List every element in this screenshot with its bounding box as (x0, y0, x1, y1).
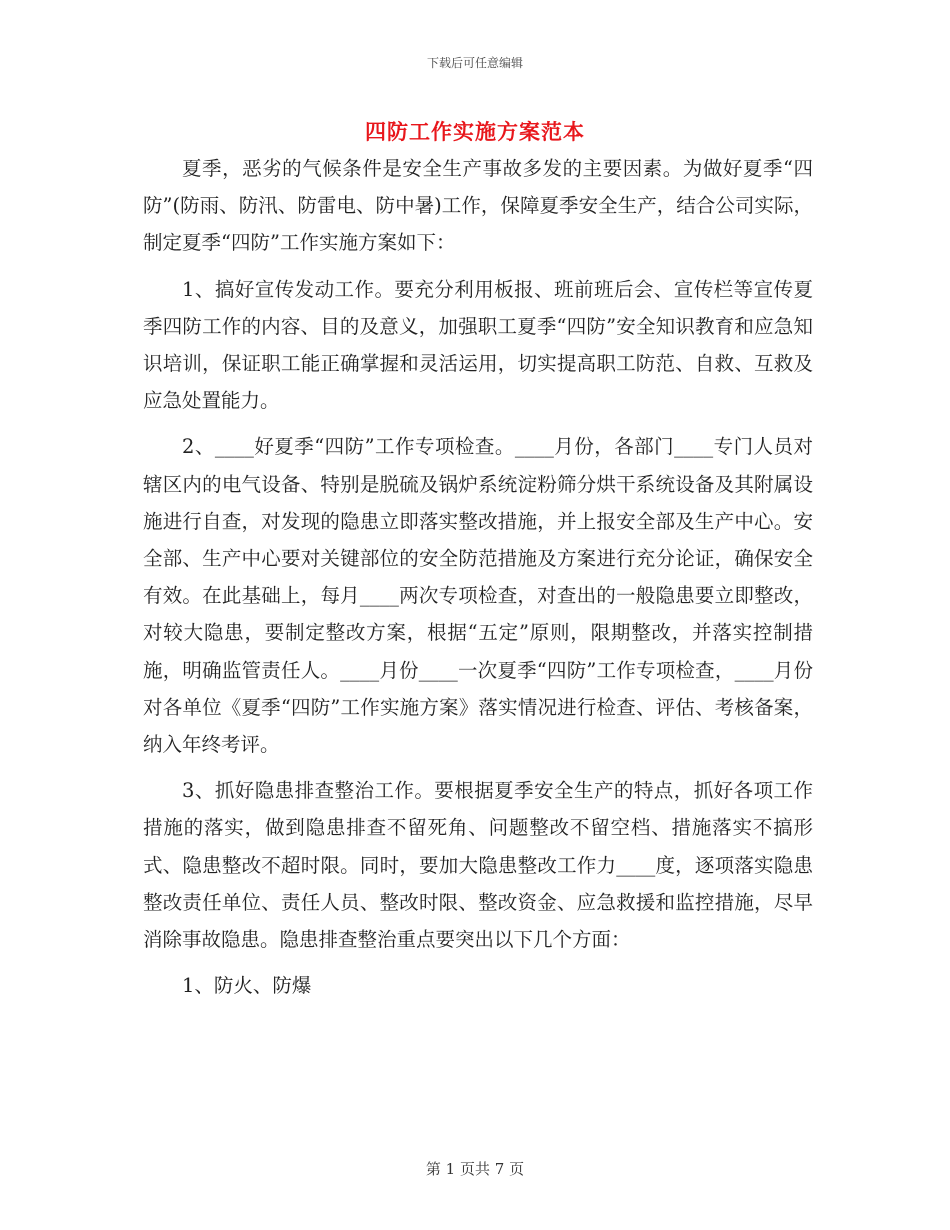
paragraph-subitem-1: 1、防火、防爆 (182, 974, 312, 998)
document-title: 四防工作实施方案范本 (365, 119, 585, 144)
document-body (143, 150, 813, 1013)
paragraph-item-2: 2、____好夏季“四防”工作专项检查。____月份，各部门____专门人员对辖区内的电气设备、特别是脱硫及锅炉系统淀粉筛分烘干系统设备及其附属设施进行自查，对发现的隐患立即落实整改措施，并上报安全部及生产中心。安全部、生产中心要对关键部位的安全防范措施及方案进行充分论证，确保安全有效。在此基础上，每月____两次专项检查，对查出的一般隐患要立即整改，对较大隐患，要制定整改方案，根据“五定”原则，限期整改，并落实控制措施，明确监管责任人。____月份____一次夏季“四防”工作专项检查，____月份对各单位《夏季“四防”工作实施方案》落实情况进行检查、评估、考核备案，纳入年终考评。 (143, 435, 813, 757)
paragraph-item-1: 1、搞好宣传发动工作。要充分利用板报、班前班后会、宣传栏等宣传夏季四防工作的内容、目的及意义，加强职工夏季“四防”安全知识教育和应急知识培训，保证职工能正确掌握和灵活运用，切实提高职工防范、自救、互救及应急处置能力。 (143, 277, 813, 413)
header-note: 下载后可任意编辑 (426, 56, 523, 70)
paragraph-intro: 夏季，恶劣的气候条件是安全生产事故多发的主要因素。为做好夏季“四防”(防雨、防汛、防雷电、防中暑)工作，保障夏季安全生产，结合公司实际，制定夏季“四防”工作实施方案如下： (143, 157, 813, 255)
paragraph-item-3: 3、抓好隐患排查整治工作。要根据夏季安全生产的特点，抓好各项工作措施的落实，做到隐患排查不留死角、问题整改不留空档、措施落实不搞形式、隐患整改不超时限。同时，要加大隐患整改工作力____度，逐项落实隐患整改责任单位、责任人员、整改时限、整改资金、应急救援和监控措施，尽早消除事故隐患。隐患排查整治重点要突出以下几个方面： (143, 779, 813, 952)
page-indicator: 第 1 页共 7 页 (425, 1160, 525, 1178)
